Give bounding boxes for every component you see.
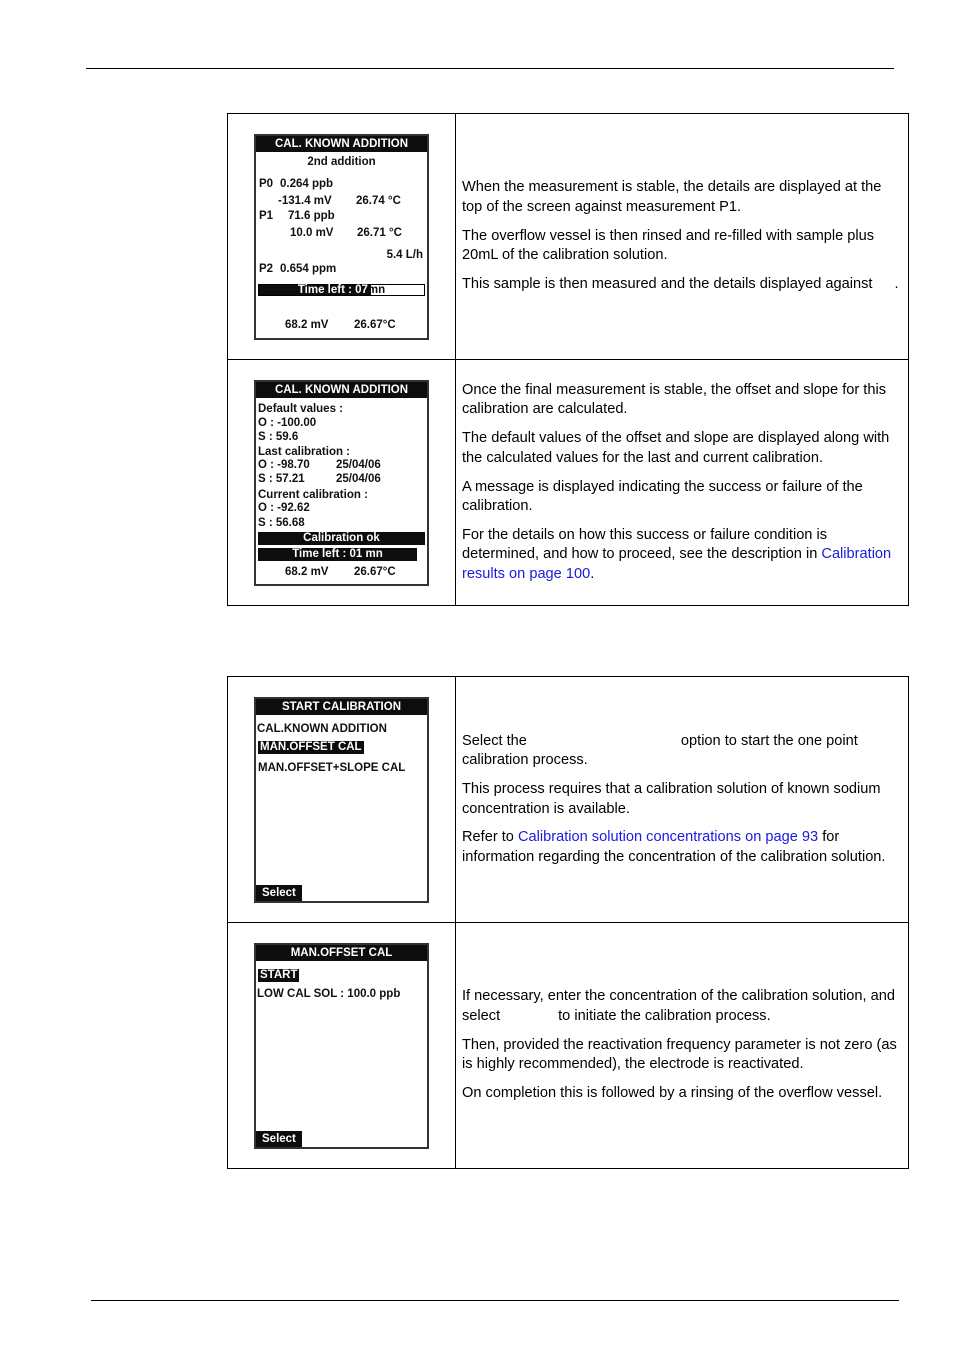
last-offset-date: 25/04/06: [336, 458, 381, 471]
p0-temp: 26.74 °C: [356, 194, 401, 207]
paragraph-text: option to start the one point calibration process.: [462, 732, 858, 769]
description-cell: [456, 114, 909, 360]
p0-label: P0: [259, 177, 274, 190]
paragraph: Once the final measurement is stable, the offset and slope for this calibration are calculated.: [462, 381, 886, 418]
p1-temp: 26.71 °C: [357, 226, 402, 239]
last-slope: S : 57.21: [258, 472, 305, 485]
screen-cell: [228, 677, 456, 923]
low-cal-sol-field[interactable]: LOW CAL SOL : 100.0 ppb: [257, 987, 401, 1000]
paragraph: [462, 828, 902, 867]
select-softkey[interactable]: Select: [256, 1131, 302, 1147]
last-calibration-label: Last calibration :: [258, 445, 351, 458]
paragraph-text: .: [894, 276, 899, 293]
menu-item-man-offset-slope-cal[interactable]: MAN.OFFSET+SLOPE CAL: [258, 761, 406, 774]
screen-title: START CALIBRATION: [256, 699, 427, 715]
header-rule: [86, 68, 894, 69]
paragraph: Then, provided the reactivation frequency parameter is not zero (as is highly recommended), the electrode is reactivated.: [462, 1036, 897, 1073]
menu-item-man-offset-cal[interactable]: MAN.OFFSET CAL: [260, 740, 362, 753]
calibration-solution-link[interactable]: Calibration solution concentrations on page 93: [517, 829, 819, 846]
current-offset: O : -92.62: [258, 501, 310, 514]
lcd-screen-known-addition-2nd: [254, 134, 429, 340]
paragraph: A message is displayed indicating the success or failure of the calibration.: [462, 478, 863, 514]
paragraph-text: This sample is then measured and the details displayed against: [462, 276, 873, 293]
paragraph: [462, 987, 902, 1026]
p1-mv: 10.0 mV: [290, 226, 334, 239]
last-offset: O : -98.70: [258, 458, 310, 471]
table-row: [228, 114, 909, 360]
paragraph: This process requires that a calibration solution of known sodium concentration is available.: [462, 781, 881, 817]
description-cell: [456, 677, 909, 923]
paragraph: On completion this is followed by a rinsing of the overflow vessel.: [462, 1085, 883, 1102]
lcd-screen-calibration-result: [254, 380, 429, 586]
calibration-status-bar: Calibration ok: [258, 532, 425, 545]
screen-cell: [228, 923, 456, 1169]
reading-mv: 68.2 mV: [285, 565, 329, 578]
reading-temp: 26.67°C: [354, 318, 396, 331]
screen-title: MAN.OFFSET CAL: [256, 945, 427, 961]
p2-label: P2: [259, 262, 274, 275]
p2-value: 0.654 ppm: [280, 262, 337, 275]
screen-cell: [228, 360, 456, 606]
paragraph: The default values of the offset and slope are displayed along with the calculated values for the last and current calibration.: [462, 430, 890, 466]
lcd-screen-man-offset-cal: [254, 943, 429, 1149]
screen-title: CAL. KNOWN ADDITION: [256, 136, 427, 152]
table-row: [228, 923, 909, 1169]
last-slope-date: 25/04/06: [336, 472, 381, 485]
default-offset: O : -100.00: [258, 416, 317, 429]
select-softkey[interactable]: Select: [256, 885, 302, 901]
paragraph: [462, 275, 902, 294]
lcd-screen-start-calibration: [254, 697, 429, 903]
paragraph-text: to initiate the calibration process.: [558, 1007, 771, 1024]
menu-item-known-addition[interactable]: CAL.KNOWN ADDITION: [257, 722, 387, 735]
footer-rule: [91, 1300, 899, 1301]
start-option[interactable]: START: [260, 968, 298, 981]
manual-offset-table: [227, 676, 909, 1169]
paragraph: The overflow vessel is then rinsed and re-filled with sample plus 20mL of the calibration solution.: [462, 227, 875, 264]
reading-mv: 68.2 mV: [285, 318, 329, 331]
description-cell: [456, 923, 909, 1169]
paragraph-text: for information regarding the concentration of the calibration solution.: [462, 829, 886, 865]
paragraph-text: Select the: [462, 732, 527, 749]
paragraph-text: For the details on how this success or failure condition is determined, and how to proceed, see the description in: [462, 526, 828, 563]
description-cell: [456, 360, 909, 606]
screen-title: CAL. KNOWN ADDITION: [256, 382, 427, 398]
known-addition-table: [227, 113, 909, 606]
p0-value: 0.264 ppb: [280, 177, 334, 190]
flow-rate: 5.4 L/h: [386, 248, 423, 261]
current-calibration-label: Current calibration :: [258, 488, 368, 501]
paragraph-text: Refer to: [462, 829, 514, 846]
screen-cell: [228, 114, 456, 360]
calibration-results-link[interactable]: Calibration results on page 100: [462, 546, 892, 582]
time-left-progress: [258, 284, 425, 296]
time-left-bar: Time left : 01 mn: [258, 548, 417, 561]
current-slope: S : 56.68: [258, 516, 305, 529]
default-slope: S : 59.6: [258, 430, 299, 443]
reading-temp: 26.67°C: [354, 565, 396, 578]
paragraph: When the measurement is stable, the details are displayed at the top of the screen against measurement P1.: [462, 179, 882, 215]
table-row: [228, 360, 909, 606]
p1-value: 71.6 ppb: [288, 209, 335, 222]
time-left-label: Time left : 07: [297, 283, 368, 296]
p0-mv: -131.4 mV: [278, 194, 332, 207]
paragraph-text: If necessary, enter the concentration of the calibration solution, and select: [462, 988, 895, 1024]
paragraph-text: .: [590, 565, 595, 582]
paragraph: [462, 526, 902, 584]
p1-label: P1: [259, 209, 274, 222]
time-left-unit: mn: [367, 283, 386, 296]
screen-subtitle: 2nd addition: [307, 155, 376, 168]
table-row: [228, 677, 909, 923]
paragraph: [462, 732, 902, 771]
default-values-label: Default values :: [258, 402, 343, 415]
